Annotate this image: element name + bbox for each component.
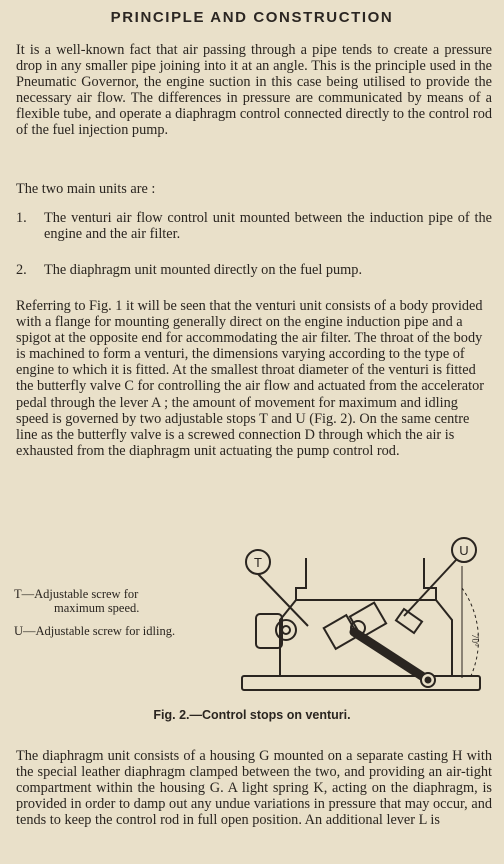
- page-heading: PRINCIPLE AND CONSTRUCTION: [110, 9, 394, 26]
- legend-t-line2: maximum speed.: [54, 601, 140, 615]
- legend-t-line1: T—Adjustable screw for: [14, 587, 139, 601]
- base-flange: [242, 676, 480, 690]
- list-item: [16, 262, 494, 280]
- venturi-paragraph: Referring to Fig. 1 it will be seen that the venturi unit consists of a body provided with a flange for mounting generally direct on the engine induction pipe and a spigot at the opposite end for accommodating the air filter. The throat of the body is machined to form a venturi, the dimensions varying according to the type of engine to which it is fitted. At the smallest throat diameter of the venturi is fitted the butterfly valve C for controlling the air flow and actuated from the accelerator pedal through the lever A ; the amount of movement for maximum and idling speed is governed by two adjustable stops T and U (Fig. 2). On the same centre line as the butterfly valve is a screwed connection D through which the air is exhausted from the diaphragm unit actuating the pump control rod.: [16, 298, 485, 459]
- label-t: T: [254, 555, 262, 570]
- diaphragm-paragraph: The diaphragm unit consists of a housing G mounted on a separate casting H with the special leather diaphragm clamped between the two, and providing an air-tight compartment within the housing G. A light spring K, acting on the diaphragm, is provided in order to damp out any undue variations in pressure that may occur, and tends to keep the control rod in full open position. An additional lever L is: [16, 748, 492, 829]
- units-lead-paragraph: The two main units are :: [16, 181, 156, 197]
- top-spigot: [296, 558, 436, 600]
- venturi-stops-diagram: [236, 528, 488, 702]
- list-item-text: The venturi air flow control unit mounted between the induction pipe of the engine and the air filter.: [44, 210, 492, 243]
- intro-paragraph: It is a well-known fact that air passing through a pipe tends to create a pressure drop in any smaller pipe joining into it at an angle. This is the principle used in the Pneumatic Governor, the engine suction in this case being utilised to provide the necessary air flow. The differences in pressure are communicated by means of a flexible tube, and operate a diaphragm control connected directly to the control rod of the fuel injection pump.: [16, 42, 492, 139]
- list-item-text: The diaphragm unit mounted directly on the fuel pump.: [44, 262, 363, 278]
- list-item-number: 1.: [16, 210, 27, 226]
- list-item: [16, 210, 494, 244]
- figure-caption: Fig. 2.—Control stops on venturi.: [153, 708, 351, 722]
- label-u: U: [459, 543, 469, 558]
- angle-label: 70°: [470, 634, 480, 647]
- legend-u: U—Adjustable screw for idling.: [14, 624, 176, 638]
- list-item-number: 2.: [16, 262, 27, 278]
